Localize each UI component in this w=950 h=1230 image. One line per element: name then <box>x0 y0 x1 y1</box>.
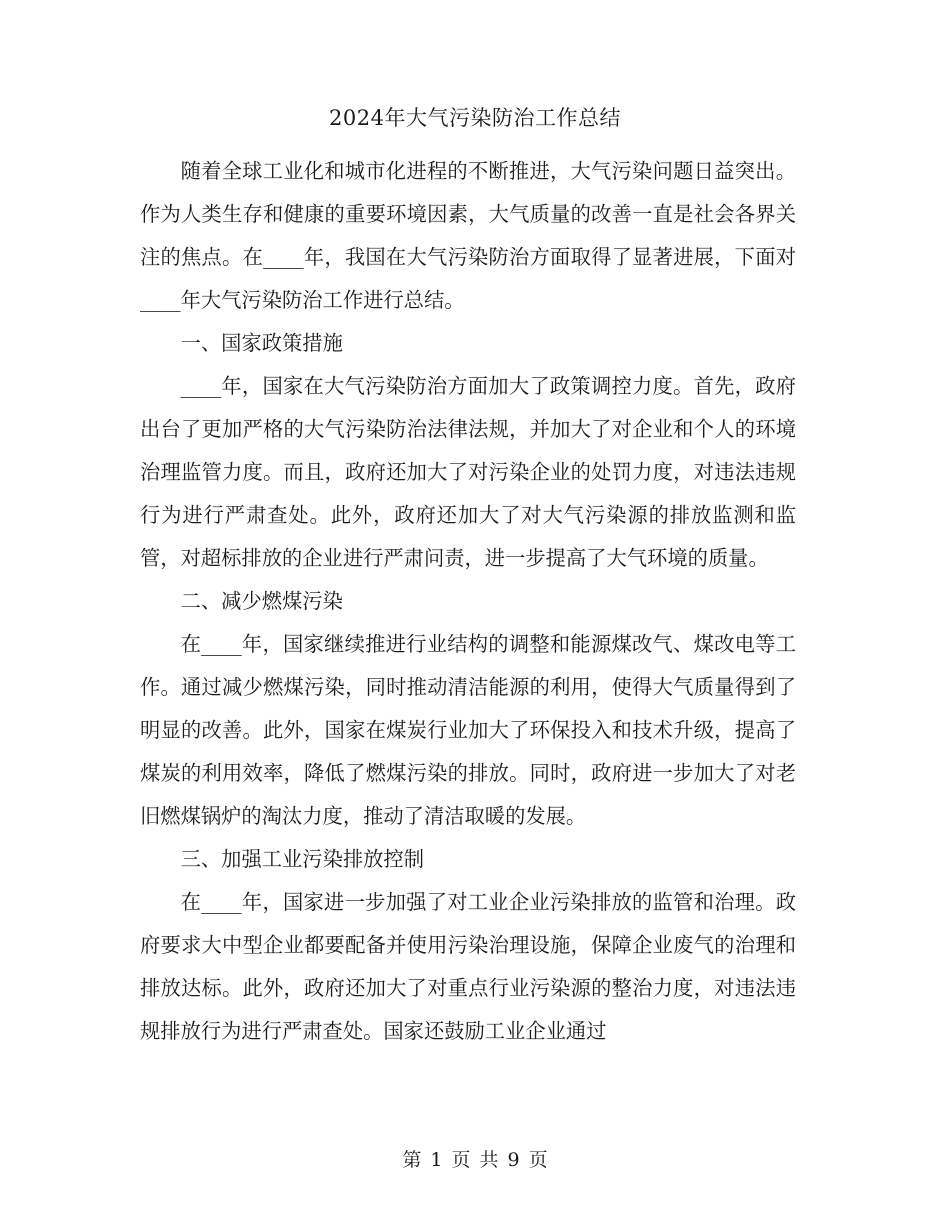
section-heading-policy: 一、国家政策措施 <box>180 331 343 355</box>
section-heading-industry: 三、加强工业污染排放控制 <box>180 847 424 871</box>
page-number: 第 1 页 共 9 页 <box>402 1149 548 1171</box>
policy-paragraph: ____年，国家在大气污染防治方面加大了政策调控力度。首先，政府出台了更加严格的大气污染防治法律法规，并加大了对企业和个人的环境治理监管力度。而且，政府还加大了对污染企业的处罚力度，对违法违规行为进行严肃查处。此外，政府还加大了对大气污染源的排放监测和监管，对超标排放的企业进行严肃问责，进一步提高了大气环境的质量。 <box>140 374 796 570</box>
document-title: 2024年大气污染防治工作总结 <box>329 106 621 130</box>
section-heading-coal: 二、减少燃煤污染 <box>180 589 343 613</box>
intro-paragraph: 随着全球工业化和城市化进程的不断推进，大气污染问题日益突出。作为人类生存和健康的重要环境因素，大气质量的改善一直是社会各界关注的焦点。在____年，我国在大气污染防治方面取得了显著进展，下面对____年大气污染防治工作进行总结。 <box>140 159 796 312</box>
industry-paragraph: 在____年，国家进一步加强了对工业企业污染排放的监管和治理。政府要求大中型企业都要配备并使用污染治理设施，保障企业废气的治理和排放达标。此外，政府还加大了对重点行业污染源的整治力度，对违法违规排放行为进行严肃查处。国家还鼓励工业企业通过 <box>140 890 796 1043</box>
coal-paragraph: 在____年，国家继续推进行业结构的调整和能源煤改气、煤改电等工作。通过减少燃煤污染，同时推动清洁能源的利用，使得大气质量得到了明显的改善。此外，国家在煤炭行业加大了环保投入和技术升级，提高了煤炭的利用效率，降低了燃煤污染的排放。同时，政府进一步加大了对老旧燃煤锅炉的淘汰力度，推动了清洁取暖的发展。 <box>140 632 796 828</box>
document-body <box>140 150 796 1053</box>
